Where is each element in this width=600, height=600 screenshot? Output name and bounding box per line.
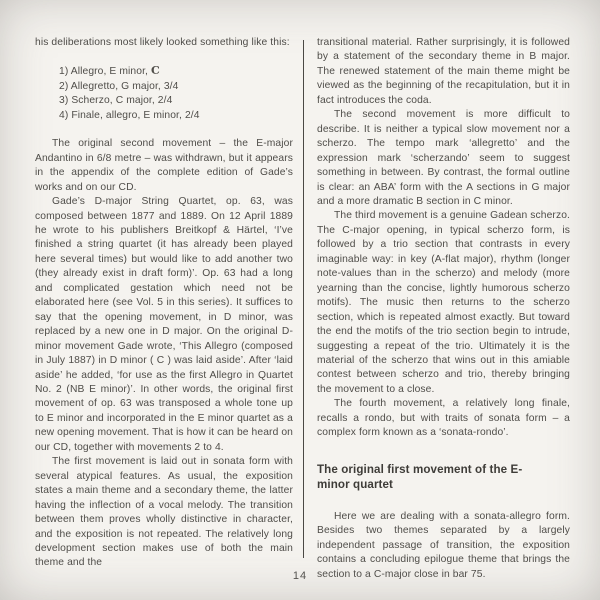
paragraph: The original second movement – the E-major Andantino in 6/8 metre – was withdrawn, but it appears in the appendix of the complete edition of Gade’s works and on our CD. (35, 138, 293, 193)
paragraph: Gade’s D-major String Quartet, op. 63, was composed between 1877 and 1889. On 12 April 1889 he wrote to his publishers Breitkopf & Härtel, ‘I’ve finished a string quartet (it has already been played here several times) but would like to add another two (they already exist in draft form)’. Op. 63 had a long and complicated gestation which need not be elaborated here (see Vol. 5 in this series). It suffices to say that the opening movement, in D minor, was replaced by a new one in D major. On the original D-minor movement Gade wrote, ‘This Allegro (composed in July 1887) in D minor ( C ) was laid aside’. After ‘laid aside’ he added, ‘for use as the first Allegro in Quartet No. 2 (NB E minor)’. In other words, the original first movement of op. 63 was transposed a whole tone up to E minor and incorporated in the E minor quartet as a new opening movement. That is how it can be heard on our CD, together with movements 2 to 4. (35, 196, 294, 453)
movement-list (59, 64, 293, 123)
paragraph: The second movement is more difficult to describe. It is neither a typical slow movement nor a scherzo. The tempo mark ‘allegretto’ and the expression mark ‘scherzando’ seem to suggest something in between. By contrast, the formal outline is clear: an ABA’ form with the A sections in G major and a more dramatic B section in C minor. (317, 109, 570, 207)
movement-list-item-text: 1) Allegro, E minor, (59, 66, 151, 78)
movement-list-item: 4) Finale, allegro, E minor, 2/4 (59, 109, 200, 121)
paragraph: The first movement is laid out in sonata form with several atypical features. As usual, the exposition states a main theme and a secondary theme, the latter having the inflection of a vocal melody. The transition between them proves wholly distinctive in character, and the exposition is not repeated. The relatively long development section makes use of both the main theme and the (35, 456, 293, 569)
paragraph: his deliberations most likely looked something like this: (35, 37, 290, 48)
text-columns (35, 36, 571, 582)
column-divider (303, 40, 304, 558)
paragraph: Here we are dealing with a sonata-allegro form. Besides two themes separated by a largely independent passage of transition, the exposition contains a concluding epilogue theme that brings the section to a C-major close in bar 75. (317, 510, 570, 580)
movement-list-item: 3) Scherzo, C major, 2/4 (59, 95, 173, 107)
movement-list-item (59, 64, 293, 79)
movement-list-item: 2) Allegretto, G major, 3/4 (59, 80, 179, 92)
paragraph: transitional material. Rather surprisingly, it is followed by a statement of the secondary theme in B major. The renewed statement of the main theme might be viewed as the beginning of the recapitulation, but it in fact introduces the coda. (317, 37, 570, 106)
common-time-symbol: C (150, 64, 160, 78)
section-heading: The original first movement of the E-minor quartet (317, 462, 523, 492)
paragraph: The third movement is a genuine Gadean scherzo. The C-major opening, in typical scherzo form, is followed by a trio section that contrasts in every imaginable way: in key (A-flat major), rhythm (longer note-values than in the scherzo) and melody (more yearning than the concise, lightly humorous scherzo motifs). The music then returns to the scherzo section, which is repeated almost exactly. But toward the end the motifs of the trio section begin to intrude, suggesting a repeat of the trio. Ultimately it is the material of the scherzo that wins out in this amiable contest between scherzo and trio, thereby bringing the movement to a close. (317, 210, 570, 395)
paragraph: The fourth movement, a relatively long finale, recalls a rondo, but with traits of sonata form – a complex form known as a ‘sonata-rondo’. (317, 398, 570, 439)
right-column (317, 36, 570, 582)
left-column (35, 36, 293, 582)
page-number: 14 (292, 570, 308, 582)
